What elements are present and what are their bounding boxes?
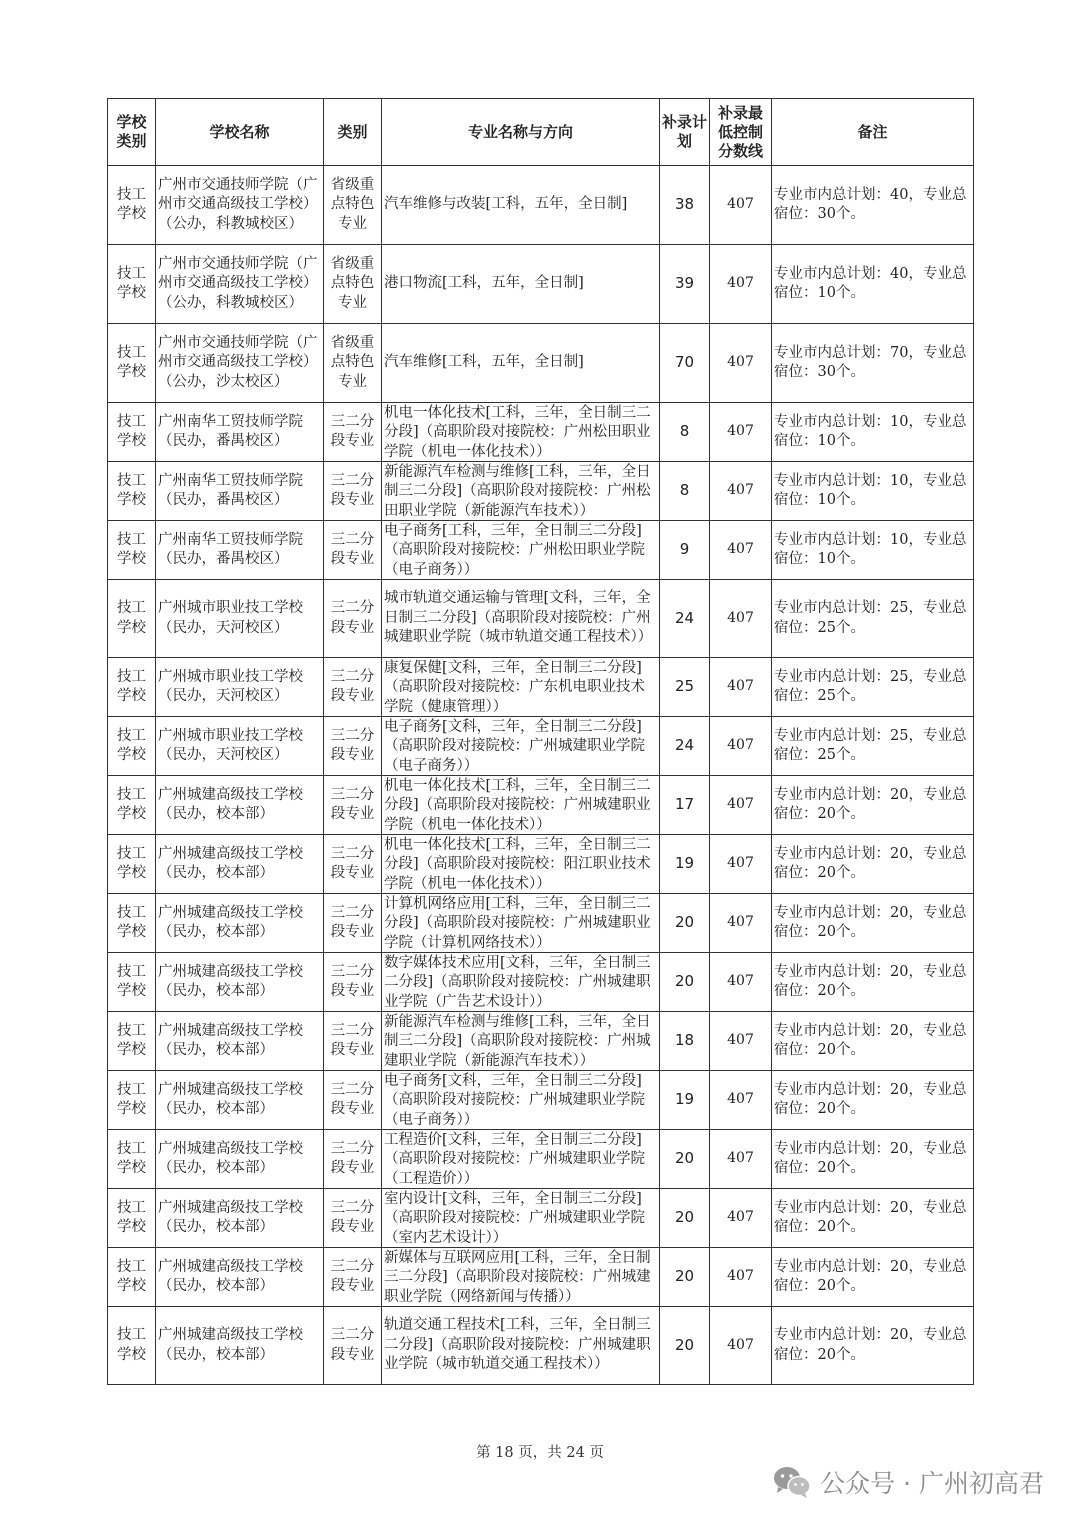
note-cell-text: 专业市内总计划：10，专业总宿位：10个。 <box>774 472 967 508</box>
header-plan: 补录计划 <box>660 99 710 166</box>
school-type-cell <box>108 1189 156 1248</box>
plan-cell-text: 8 <box>679 481 690 500</box>
school-name-cell <box>156 403 324 462</box>
note-cell-text: 专业市内总计划：20，专业总宿位：20个。 <box>774 1258 967 1294</box>
note-cell <box>772 658 974 717</box>
min-score-cell <box>710 1012 772 1071</box>
school-name-cell-text: 广州城市职业技工学校（民办，天河校区） <box>158 600 303 636</box>
category-cell-text: 三二分段专业 <box>330 1081 375 1117</box>
major-cell-text: 康复保健[文科，三年，全日制三二分段]（高职阶段对接院校：广东机电职业技术学院（健康管理）） <box>384 659 645 715</box>
school-name-cell-text: 广州南华工贸技师学院（民办，番禺校区） <box>158 413 303 449</box>
school-name-cell <box>156 658 324 717</box>
watermark-text: 公众号 · 广州初高君 <box>820 1469 1044 1498</box>
category-cell-text: 省级重点特色专业 <box>330 334 375 390</box>
category-cell-text: 三二分段专业 <box>330 1258 375 1294</box>
plan-cell <box>660 462 710 521</box>
note-cell <box>772 1071 974 1130</box>
category-cell <box>324 1130 382 1189</box>
min-score-cell-text: 407 <box>727 1336 754 1353</box>
note-cell-text: 专业市内总计划：20，专业总宿位：20个。 <box>774 1199 967 1235</box>
category-cell-text: 三二分段专业 <box>330 413 375 449</box>
school-name-cell-text: 广州城建高级技工学校（民办，校本部） <box>158 904 303 940</box>
school-name-cell <box>156 245 324 324</box>
plan-cell <box>660 776 710 835</box>
school-name-cell <box>156 324 324 403</box>
category-cell <box>324 1248 382 1307</box>
plan-cell-text: 19 <box>674 1090 695 1109</box>
school-type-cell-text: 技工学校 <box>117 600 146 636</box>
school-name-cell-text: 广州城建高级技工学校（民办，校本部） <box>158 1258 303 1294</box>
min-score-cell <box>710 717 772 776</box>
plan-cell-text: 25 <box>674 677 695 696</box>
school-name-cell <box>156 717 324 776</box>
min-score-cell-text: 407 <box>727 1150 754 1167</box>
plan-cell-text: 18 <box>674 1031 695 1050</box>
plan-cell <box>660 894 710 953</box>
category-cell <box>324 580 382 658</box>
plan-cell-text: 20 <box>674 1267 695 1286</box>
major-cell-text: 新能源汽车检测与维修[工科，三年，全日制三二分段]（高职阶段对接院校：广州城建职业学院（新能源汽车技术）） <box>384 1013 651 1069</box>
major-cell-text: 新能源汽车检测与维修[工科，三年，全日制三二分段]（高职阶段对接院校：广州松田职业学院（新能源汽车技术）） <box>384 463 651 519</box>
school-type-cell <box>108 1307 156 1385</box>
school-type-cell <box>108 835 156 894</box>
note-cell-text: 专业市内总计划：10，专业总宿位：10个。 <box>774 413 967 449</box>
min-score-cell <box>710 521 772 580</box>
watermark <box>772 1464 1044 1500</box>
wechat-icon <box>772 1465 812 1499</box>
school-name-cell-text: 广州城建高级技工学校（民办，校本部） <box>158 1081 303 1117</box>
min-score-cell <box>710 324 772 403</box>
table-row <box>108 1130 974 1189</box>
major-cell-text: 汽车维修与改装[工科，五年，全日制] <box>384 196 628 213</box>
school-type-cell-text: 技工学校 <box>117 845 146 881</box>
major-cell-text: 机电一体化技术[工科，三年，全日制三二分段]（高职阶段对接院校：广州松田职业学院（机电一体化技术）） <box>384 404 651 460</box>
major-cell-text: 电子商务[文科，三年，全日制三二分段]（高职阶段对接院校：广州城建职业学院（电子商务）） <box>384 1072 645 1128</box>
major-cell-text: 室内设计[文科，三年，全日制三二分段]（高职阶段对接院校：广州城建职业学院（室内艺术设计）） <box>384 1190 645 1246</box>
school-name-cell <box>156 462 324 521</box>
note-cell <box>772 1307 974 1385</box>
table-row <box>108 580 974 658</box>
table-row <box>108 776 974 835</box>
category-cell <box>324 894 382 953</box>
major-cell <box>382 166 660 245</box>
category-cell <box>324 166 382 245</box>
min-score-cell <box>710 462 772 521</box>
school-name-cell <box>156 1071 324 1130</box>
school-type-cell <box>108 462 156 521</box>
note-cell <box>772 953 974 1012</box>
school-type-cell-text: 技工学校 <box>117 186 146 222</box>
plan-cell-text: 20 <box>674 1149 695 1168</box>
category-cell-text: 三二分段专业 <box>330 845 375 881</box>
school-name-cell-text: 广州南华工贸技师学院（民办，番禺校区） <box>158 531 303 567</box>
min-score-cell <box>710 1130 772 1189</box>
plan-cell-text: 20 <box>674 972 695 991</box>
major-cell <box>382 1012 660 1071</box>
plan-cell <box>660 166 710 245</box>
header-min-score: 补录最低控制分数线 <box>710 99 772 166</box>
school-type-cell <box>108 166 156 245</box>
min-score-cell-text: 407 <box>727 541 754 558</box>
plan-cell-text: 38 <box>674 195 695 214</box>
major-cell <box>382 1071 660 1130</box>
school-name-cell <box>156 1012 324 1071</box>
note-cell <box>772 1012 974 1071</box>
major-cell-text: 数字媒体技术应用[文科，三年，全日制三二分段]（高职阶段对接院校：广州城建职业学院（广告艺术设计）） <box>384 954 651 1010</box>
min-score-cell-text: 407 <box>727 275 754 292</box>
note-cell <box>772 1248 974 1307</box>
table-row <box>108 894 974 953</box>
note-cell-text: 专业市内总计划：20，专业总宿位：20个。 <box>774 904 967 940</box>
min-score-cell-text: 407 <box>727 423 754 440</box>
school-type-cell-text: 技工学校 <box>117 904 146 940</box>
school-name-cell-text: 广州城市职业技工学校（民办，天河校区） <box>158 727 303 763</box>
note-cell-text: 专业市内总计划：20，专业总宿位：20个。 <box>774 845 967 881</box>
table-row <box>108 521 974 580</box>
min-score-cell <box>710 1071 772 1130</box>
school-type-cell-text: 技工学校 <box>117 344 146 380</box>
note-cell <box>772 403 974 462</box>
min-score-cell <box>710 894 772 953</box>
plan-cell <box>660 245 710 324</box>
table-row <box>108 658 974 717</box>
note-cell-text: 专业市内总计划：20，专业总宿位：20个。 <box>774 1022 967 1058</box>
school-name-cell <box>156 1248 324 1307</box>
note-cell <box>772 462 974 521</box>
major-cell-text: 新媒体与互联网应用[工科，三年，全日制三二分段]（高职阶段对接院校：广州城建职业学院（网络新闻与传播）） <box>384 1249 651 1305</box>
major-cell <box>382 835 660 894</box>
school-type-cell-text: 技工学校 <box>117 668 146 704</box>
min-score-cell-text: 407 <box>727 354 754 371</box>
note-cell-text: 专业市内总计划：70，专业总宿位：30个。 <box>774 344 967 380</box>
min-score-cell-text: 407 <box>727 609 754 626</box>
note-cell-text: 专业市内总计划：10，专业总宿位：10个。 <box>774 531 967 567</box>
major-cell-text: 电子商务[文科，三年，全日制三二分段]（高职阶段对接院校：广州城建职业学院（电子商务）） <box>384 718 645 774</box>
major-cell-text: 计算机网络应用[工科，三年，全日制三二分段]（高职阶段对接院校：广州城建职业学院（计算机网络技术）） <box>384 895 651 951</box>
note-cell-text: 专业市内总计划：20，专业总宿位：20个。 <box>774 1140 967 1176</box>
major-cell <box>382 1248 660 1307</box>
major-cell-text: 汽车维修[工科，五年，全日制] <box>384 354 584 371</box>
category-cell <box>324 324 382 403</box>
table-row <box>108 953 974 1012</box>
min-score-cell-text: 407 <box>727 973 754 990</box>
category-cell <box>324 1189 382 1248</box>
school-type-cell-text: 技工学校 <box>117 1140 146 1176</box>
min-score-cell <box>710 1307 772 1385</box>
table-row <box>108 324 974 403</box>
school-type-cell <box>108 324 156 403</box>
category-cell-text: 三二分段专业 <box>330 1140 375 1176</box>
plan-cell-text: 20 <box>674 913 695 932</box>
note-cell <box>772 521 974 580</box>
category-cell <box>324 245 382 324</box>
major-cell <box>382 580 660 658</box>
plan-cell-text: 24 <box>674 736 695 755</box>
header-school-type: 学校类别 <box>108 99 156 166</box>
min-score-cell-text: 407 <box>727 1091 754 1108</box>
major-cell <box>382 953 660 1012</box>
category-cell-text: 三二分段专业 <box>330 472 375 508</box>
min-score-cell <box>710 166 772 245</box>
header-note: 备注 <box>772 99 974 166</box>
category-cell-text: 三二分段专业 <box>330 531 375 567</box>
plan-cell <box>660 1307 710 1385</box>
category-cell <box>324 403 382 462</box>
school-type-cell <box>108 1071 156 1130</box>
min-score-cell-text: 407 <box>727 678 754 695</box>
min-score-cell <box>710 580 772 658</box>
major-cell <box>382 324 660 403</box>
plan-cell <box>660 1012 710 1071</box>
major-cell <box>382 245 660 324</box>
school-type-cell-text: 技工学校 <box>117 727 146 763</box>
note-cell <box>772 1130 974 1189</box>
school-name-cell-text: 广州市交通技师学院（广州市交通高级技工学校）（公办，沙太校区） <box>158 334 318 390</box>
category-cell-text: 三二分段专业 <box>330 786 375 822</box>
school-type-cell-text: 技工学校 <box>117 1327 146 1363</box>
school-name-cell-text: 广州城建高级技工学校（民办，校本部） <box>158 1199 303 1235</box>
category-cell-text: 三二分段专业 <box>330 668 375 704</box>
min-score-cell-text: 407 <box>727 1268 754 1285</box>
school-name-cell <box>156 166 324 245</box>
school-type-cell <box>108 894 156 953</box>
category-cell-text: 三二分段专业 <box>330 1199 375 1235</box>
min-score-cell <box>710 658 772 717</box>
note-cell-text: 专业市内总计划：25，专业总宿位：25个。 <box>774 600 967 636</box>
min-score-cell <box>710 1248 772 1307</box>
plan-cell <box>660 324 710 403</box>
table-row <box>108 462 974 521</box>
school-name-cell <box>156 521 324 580</box>
note-cell <box>772 166 974 245</box>
category-cell <box>324 658 382 717</box>
note-cell-text: 专业市内总计划：20，专业总宿位：20个。 <box>774 963 967 999</box>
min-score-cell <box>710 245 772 324</box>
major-cell <box>382 717 660 776</box>
school-name-cell-text: 广州南华工贸技师学院（民办，番禺校区） <box>158 472 303 508</box>
school-name-cell <box>156 1307 324 1385</box>
school-type-cell-text: 技工学校 <box>117 472 146 508</box>
school-type-cell-text: 技工学校 <box>117 786 146 822</box>
major-cell-text: 机电一体化技术[工科，三年，全日制三二分段]（高职阶段对接院校：阳江职业技术学院（机电一体化技术）） <box>384 836 651 892</box>
school-type-cell-text: 技工学校 <box>117 413 146 449</box>
category-cell <box>324 717 382 776</box>
school-name-cell <box>156 835 324 894</box>
table-row <box>108 1248 974 1307</box>
note-cell <box>772 835 974 894</box>
major-cell-text: 城市轨道交通运输与管理[文科，三年，全日制三二分段]（高职阶段对接院校：广州城建职业学院（城市轨道交通工程技术）） <box>384 590 653 646</box>
page-number: 第 18 页，共 24 页 <box>476 1445 604 1461</box>
school-name-cell-text: 广州城建高级技工学校（民办，校本部） <box>158 786 303 822</box>
school-type-cell <box>108 776 156 835</box>
note-cell <box>772 894 974 953</box>
plan-cell <box>660 1071 710 1130</box>
category-cell <box>324 521 382 580</box>
note-cell <box>772 1189 974 1248</box>
min-score-cell-text: 407 <box>727 196 754 213</box>
plan-cell <box>660 1248 710 1307</box>
category-cell-text: 三二分段专业 <box>330 1022 375 1058</box>
table-row <box>108 166 974 245</box>
school-name-cell-text: 广州市交通技师学院（广州市交通高级技工学校）（公办，科教城校区） <box>158 255 318 311</box>
school-type-cell <box>108 1012 156 1071</box>
major-cell <box>382 403 660 462</box>
min-score-cell <box>710 953 772 1012</box>
category-cell-text: 省级重点特色专业 <box>330 255 375 311</box>
plan-cell-text: 19 <box>674 854 695 873</box>
category-cell <box>324 462 382 521</box>
min-score-cell-text: 407 <box>727 1032 754 1049</box>
category-cell <box>324 1071 382 1130</box>
school-name-cell <box>156 1130 324 1189</box>
note-cell-text: 专业市内总计划：25，专业总宿位：25个。 <box>774 727 967 763</box>
school-type-cell <box>108 658 156 717</box>
plan-cell <box>660 1130 710 1189</box>
header-category: 类别 <box>324 99 382 166</box>
category-cell-text: 省级重点特色专业 <box>330 176 375 232</box>
header-major: 专业名称与方向 <box>382 99 660 166</box>
major-cell <box>382 894 660 953</box>
school-type-cell-text: 技工学校 <box>117 1022 146 1058</box>
min-score-cell <box>710 1189 772 1248</box>
school-name-cell-text: 广州城建高级技工学校（民办，校本部） <box>158 963 303 999</box>
category-cell-text: 三二分段专业 <box>330 904 375 940</box>
major-cell-text: 电子商务[工科，三年，全日制三二分段]（高职阶段对接院校：广州松田职业学院（电子商务）） <box>384 522 645 578</box>
major-cell <box>382 462 660 521</box>
table-row <box>108 1189 974 1248</box>
table-row <box>108 835 974 894</box>
note-cell <box>772 580 974 658</box>
plan-cell-text: 39 <box>674 274 695 293</box>
school-type-cell <box>108 580 156 658</box>
plan-cell <box>660 403 710 462</box>
category-cell <box>324 1012 382 1071</box>
plan-cell <box>660 580 710 658</box>
note-cell-text: 专业市内总计划：25，专业总宿位：25个。 <box>774 668 967 704</box>
note-cell <box>772 245 974 324</box>
note-cell <box>772 776 974 835</box>
plan-cell <box>660 953 710 1012</box>
plan-cell-text: 24 <box>674 608 695 627</box>
school-type-cell-text: 技工学校 <box>117 1081 146 1117</box>
school-type-cell <box>108 403 156 462</box>
plan-cell-text: 8 <box>679 422 690 441</box>
note-cell-text: 专业市内总计划：20，专业总宿位：20个。 <box>774 1081 967 1117</box>
table-row <box>108 717 974 776</box>
major-cell-text: 工程造价[文科，三年，全日制三二分段]（高职阶段对接院校：广州城建职业学院（工程造价）） <box>384 1131 645 1187</box>
plan-cell-text: 17 <box>674 795 695 814</box>
note-cell-text: 专业市内总计划：20，专业总宿位：20个。 <box>774 786 967 822</box>
school-name-cell <box>156 1189 324 1248</box>
header-school-name: 学校名称 <box>156 99 324 166</box>
school-name-cell <box>156 894 324 953</box>
min-score-cell-text: 407 <box>727 796 754 813</box>
school-type-cell <box>108 521 156 580</box>
min-score-cell-text: 407 <box>727 914 754 931</box>
plan-cell-text: 9 <box>679 540 690 559</box>
category-cell-text: 三二分段专业 <box>330 1327 375 1363</box>
major-cell-text: 机电一体化技术[工科，三年，全日制三二分段]（高职阶段对接院校：广州城建职业学院（机电一体化技术）） <box>384 777 651 833</box>
category-cell <box>324 835 382 894</box>
category-cell-text: 三二分段专业 <box>330 600 375 636</box>
school-type-cell <box>108 245 156 324</box>
category-cell-text: 三二分段专业 <box>330 727 375 763</box>
school-name-cell-text: 广州城市职业技工学校（民办，天河校区） <box>158 668 303 704</box>
note-cell-text: 专业市内总计划：20，专业总宿位：20个。 <box>774 1327 967 1363</box>
min-score-cell <box>710 835 772 894</box>
category-cell <box>324 1307 382 1385</box>
table-row <box>108 1012 974 1071</box>
plan-cell-text: 70 <box>674 353 695 372</box>
school-name-cell <box>156 776 324 835</box>
note-cell-text: 专业市内总计划：40，专业总宿位：10个。 <box>774 265 967 301</box>
table-row <box>108 403 974 462</box>
table-row <box>108 1307 974 1385</box>
plan-cell-text: 20 <box>674 1335 695 1354</box>
category-cell-text: 三二分段专业 <box>330 963 375 999</box>
school-type-cell <box>108 1130 156 1189</box>
school-name-cell-text: 广州城建高级技工学校（民办，校本部） <box>158 1140 303 1176</box>
category-cell <box>324 953 382 1012</box>
major-cell <box>382 1307 660 1385</box>
school-type-cell-text: 技工学校 <box>117 1258 146 1294</box>
plan-cell <box>660 658 710 717</box>
major-cell <box>382 1189 660 1248</box>
min-score-cell <box>710 403 772 462</box>
school-type-cell-text: 技工学校 <box>117 1199 146 1235</box>
plan-cell-text: 20 <box>674 1208 695 1227</box>
min-score-cell-text: 407 <box>727 1209 754 1226</box>
school-name-cell-text: 广州城建高级技工学校（民办，校本部） <box>158 1327 303 1363</box>
school-name-cell-text: 广州市交通技师学院（广州市交通高级技工学校）（公办，科教城校区） <box>158 176 318 232</box>
category-cell <box>324 776 382 835</box>
school-type-cell <box>108 717 156 776</box>
table-row <box>108 245 974 324</box>
school-type-cell <box>108 1248 156 1307</box>
min-score-cell-text: 407 <box>727 737 754 754</box>
admissions-table <box>107 98 974 1385</box>
note-cell <box>772 717 974 776</box>
major-cell <box>382 776 660 835</box>
min-score-cell-text: 407 <box>727 482 754 499</box>
plan-cell <box>660 521 710 580</box>
major-cell-text: 轨道交通工程技术[工科，三年，全日制三二分段]（高职阶段对接院校：广州城建职业学院（城市轨道交通工程技术）） <box>384 1317 651 1373</box>
major-cell <box>382 1130 660 1189</box>
school-type-cell-text: 技工学校 <box>117 265 146 301</box>
school-name-cell-text: 广州城建高级技工学校（民办，校本部） <box>158 1022 303 1058</box>
plan-cell <box>660 1189 710 1248</box>
school-type-cell <box>108 953 156 1012</box>
major-cell <box>382 658 660 717</box>
min-score-cell <box>710 776 772 835</box>
plan-cell <box>660 717 710 776</box>
school-type-cell-text: 技工学校 <box>117 963 146 999</box>
school-type-cell-text: 技工学校 <box>117 531 146 567</box>
table-header-row <box>108 99 974 166</box>
major-cell-text: 港口物流[工科，五年，全日制] <box>384 275 584 292</box>
note-cell <box>772 324 974 403</box>
school-name-cell-text: 广州城建高级技工学校（民办，校本部） <box>158 845 303 881</box>
note-cell-text: 专业市内总计划：40，专业总宿位：30个。 <box>774 186 967 222</box>
major-cell <box>382 521 660 580</box>
school-name-cell <box>156 953 324 1012</box>
min-score-cell-text: 407 <box>727 855 754 872</box>
table-row <box>108 1071 974 1130</box>
school-name-cell <box>156 580 324 658</box>
plan-cell <box>660 835 710 894</box>
